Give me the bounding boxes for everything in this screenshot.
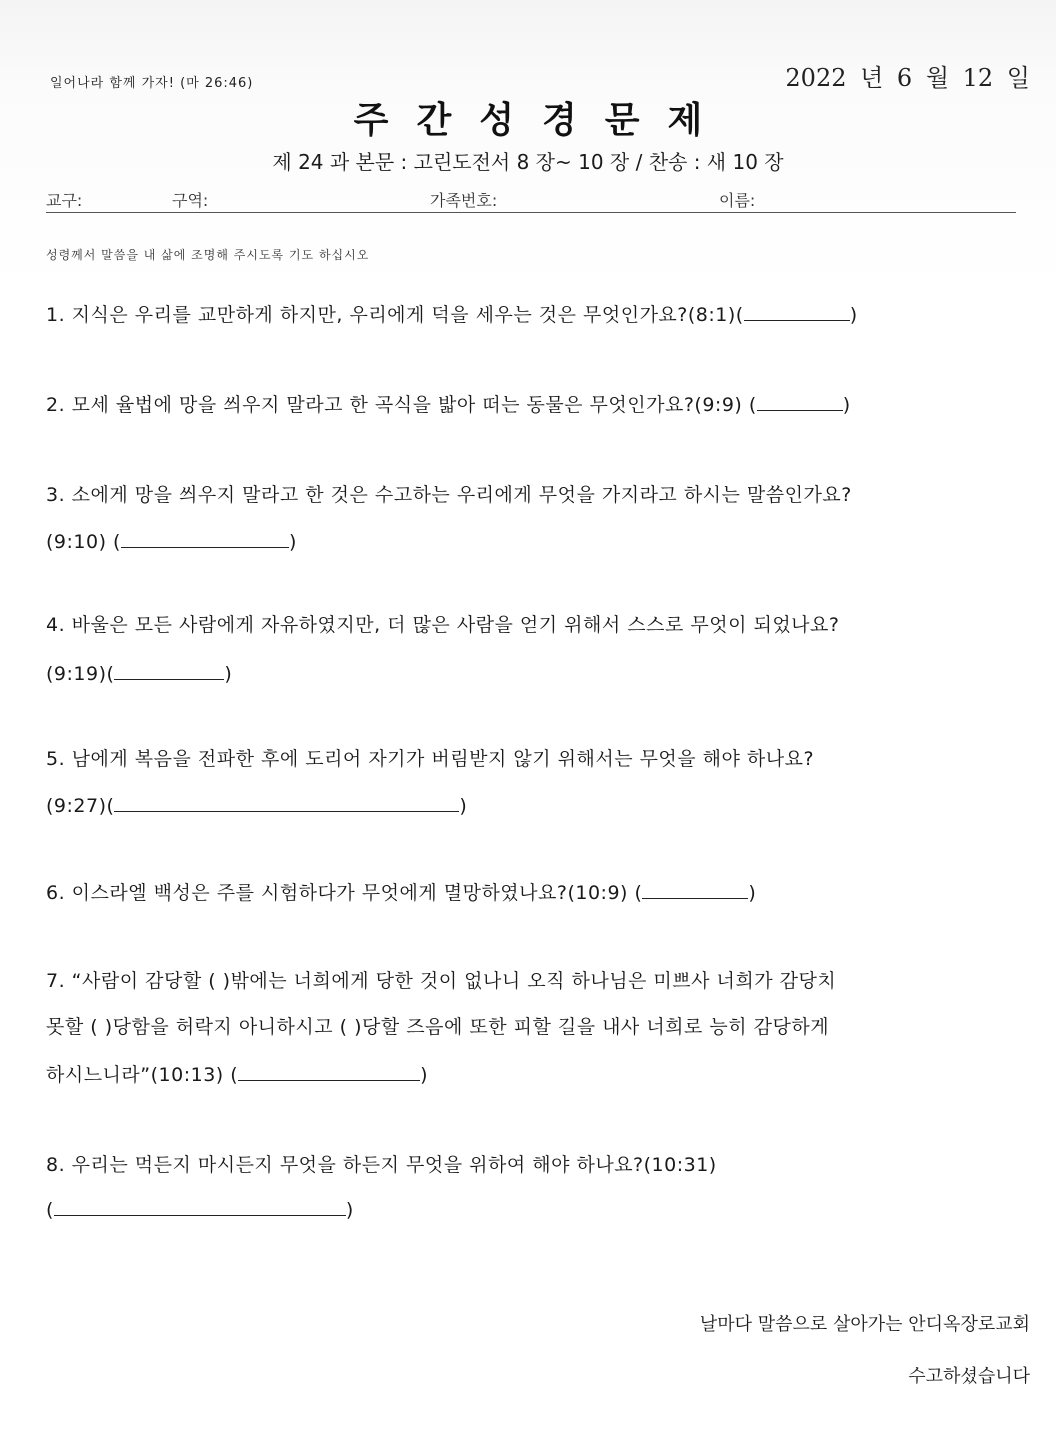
thanks-note: 수고하셨습니다 bbox=[908, 1366, 1030, 1387]
question-4-line-2 bbox=[46, 660, 232, 685]
district-field-label: 교구: bbox=[46, 191, 83, 210]
question-8-line-1: 8. 우리는 먹든지 마시든지 무엇을 하든지 무엇을 위하여 해야 하나요?(10:31) bbox=[46, 1154, 717, 1176]
answer-blank-7[interactable] bbox=[238, 1061, 420, 1081]
question-5-line-2 bbox=[46, 792, 467, 817]
question-3-line-1: 3. 소에게 망을 씌우지 말라고 한 것은 수고하는 우리에게 무엇을 가지라고 하시는 말씀인가요? bbox=[46, 484, 852, 506]
header-verse: 일어나라 함께 가자! (마 26:46) bbox=[50, 76, 254, 91]
area-field-label: 구역: bbox=[172, 191, 209, 210]
close-paren: ) bbox=[849, 304, 858, 326]
question-2-text: 2. 모세 율법에 망을 씌우지 말라고 한 곡식을 밟아 떠는 동물은 무엇인가요?(9:9) ( bbox=[46, 394, 757, 416]
close-paren: ) bbox=[842, 394, 851, 416]
question-6-text: 6. 이스라엘 백성은 주를 시험하다가 무엇에게 멸망하였나요?(10:9) ( bbox=[46, 882, 643, 904]
question-8-open-paren: ( bbox=[46, 1199, 54, 1221]
answer-blank-4[interactable] bbox=[114, 660, 224, 680]
info-fields-row bbox=[46, 186, 1016, 213]
question-4-ref: (9:19)( bbox=[46, 663, 115, 685]
close-paren: ) bbox=[345, 1199, 354, 1221]
question-6 bbox=[46, 878, 756, 905]
close-paren: ) bbox=[224, 663, 233, 685]
close-paren: ) bbox=[459, 795, 468, 817]
name-field-label: 이름: bbox=[719, 191, 756, 210]
prayer-instruction: 성령께서 말씀을 내 삶에 조명해 주시도록 기도 하십시오 bbox=[46, 248, 370, 262]
answer-blank-3[interactable] bbox=[121, 528, 289, 548]
lesson-subtitle: 제 24 과 본문 : 고린도전서 8 장~ 10 장 / 찬송 : 새 10 장 bbox=[272, 150, 784, 174]
question-3-line-2 bbox=[46, 528, 297, 553]
answer-blank-1[interactable] bbox=[744, 301, 850, 321]
question-1-text: 1. 지식은 우리를 교만하게 하지만, 우리에게 덕을 세우는 것은 무엇인가요?(8:1)( bbox=[46, 304, 744, 326]
church-slogan: 날마다 말씀으로 살아가는 안디옥장로교회 bbox=[699, 1314, 1030, 1335]
answer-blank-5[interactable] bbox=[114, 792, 459, 812]
answer-blank-8[interactable] bbox=[54, 1196, 346, 1216]
question-1 bbox=[46, 300, 858, 327]
question-5-ref: (9:27)( bbox=[46, 795, 115, 817]
question-7-ref: 하시느니라”(10:13) ( bbox=[46, 1064, 239, 1086]
question-3-ref: (9:10) ( bbox=[46, 531, 121, 553]
question-8-line-2 bbox=[46, 1196, 354, 1221]
worksheet-date: 2022 년 6 월 12 일 bbox=[785, 64, 1030, 92]
question-7-line-2: 못할 ( )당함을 허락지 아니하시고 ( )당할 즈음에 또한 피할 길을 내사 너희로 능히 감당하게 bbox=[46, 1016, 830, 1038]
close-paren: ) bbox=[288, 531, 297, 553]
answer-blank-2[interactable] bbox=[757, 391, 843, 411]
question-7-line-1: 7. “사람이 감당할 ( )밖에는 너희에게 당한 것이 없나니 오직 하나님은 미쁘사 너희가 감당치 bbox=[46, 970, 837, 992]
question-2 bbox=[46, 390, 851, 417]
question-4-line-1: 4. 바울은 모든 사람에게 자유하였지만, 더 많은 사람을 얻기 위해서 스스로 무엇이 되었나요? bbox=[46, 614, 840, 636]
page-title: 주간성경문제 bbox=[353, 100, 731, 141]
family-number-field-label: 가족번호: bbox=[430, 191, 498, 210]
close-paren: ) bbox=[420, 1064, 429, 1086]
close-paren: ) bbox=[748, 882, 757, 904]
question-7-line-3 bbox=[46, 1060, 428, 1087]
answer-blank-6[interactable] bbox=[642, 879, 748, 899]
question-5-line-1: 5. 남에게 복음을 전파한 후에 도리어 자기가 버림받지 않기 위해서는 무엇을 해야 하나요? bbox=[46, 748, 815, 770]
